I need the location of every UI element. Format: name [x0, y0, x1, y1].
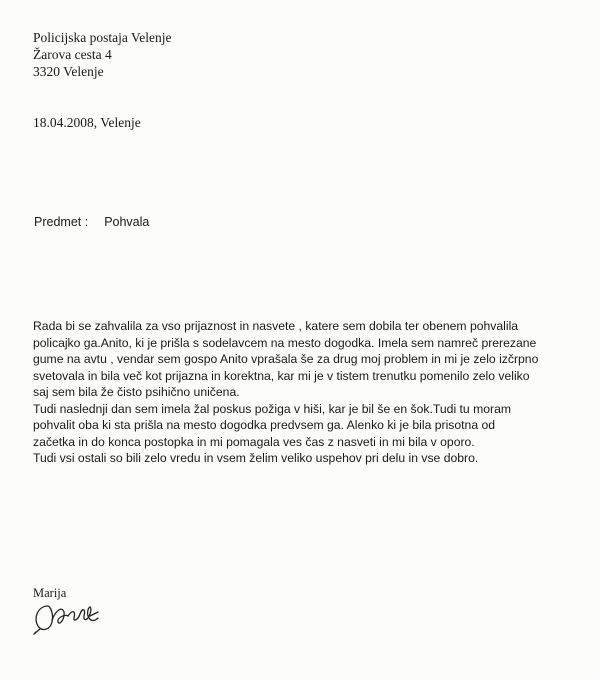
body-line: policajko ga.Anito, ki je prišla s sodelavcem na mesto dogodka. Imela sem namreč prerezane	[33, 335, 537, 350]
recipient-line-1: Policijska postaja Velenje	[33, 30, 172, 45]
body-line: saj sem bila že čisto psihično uničena.	[33, 385, 240, 399]
recipient-address	[33, 29, 171, 80]
signer-name: Marija	[33, 586, 67, 600]
recipient-line-3: 3320 Velenje	[33, 64, 104, 79]
body-line: gume na avtu , vendar sem gospo Anito vprašala še za drug moj problem in mi je zelo izčrpno	[33, 352, 539, 366]
body-line: Rada bi se zahvalila za vso prijaznost in nasvete , katere sem dobila ter obenem pohvalila	[33, 319, 519, 333]
subject-label: Predmet :	[34, 215, 89, 229]
body-line: Tudi naslednji dan sem imela žal poskus požiga v hiši, kar je bil še en šok.Tudi tu moram	[33, 401, 512, 416]
subject-line	[34, 215, 149, 229]
body-line: Tudi vsi ostali so bili zelo vredu in vsem želim veliko uspehov pri delu in vse dobro.	[33, 451, 479, 465]
recipient-line-2: Žarova cesta 4	[33, 47, 112, 62]
body-line: svetovala in bila več kot prijazna in korektna, kar mi je v tistem trenutku pomenilo zelo veliko	[33, 368, 530, 383]
body-line: začetka in do konca postopka in mi pomagala ves čas z nasveti in mi bila v oporo.	[33, 434, 475, 449]
body-line: pohvalit oba ki sta prišla na mesto dogodka predvsem ga. Alenko ki je bila prisotna od	[33, 418, 496, 432]
subject-value: Pohvala	[104, 215, 150, 229]
date-line: 18.04.2008, Velenje	[33, 115, 141, 130]
handwritten-signature-icon	[28, 596, 108, 636]
letter-body	[33, 318, 593, 467]
